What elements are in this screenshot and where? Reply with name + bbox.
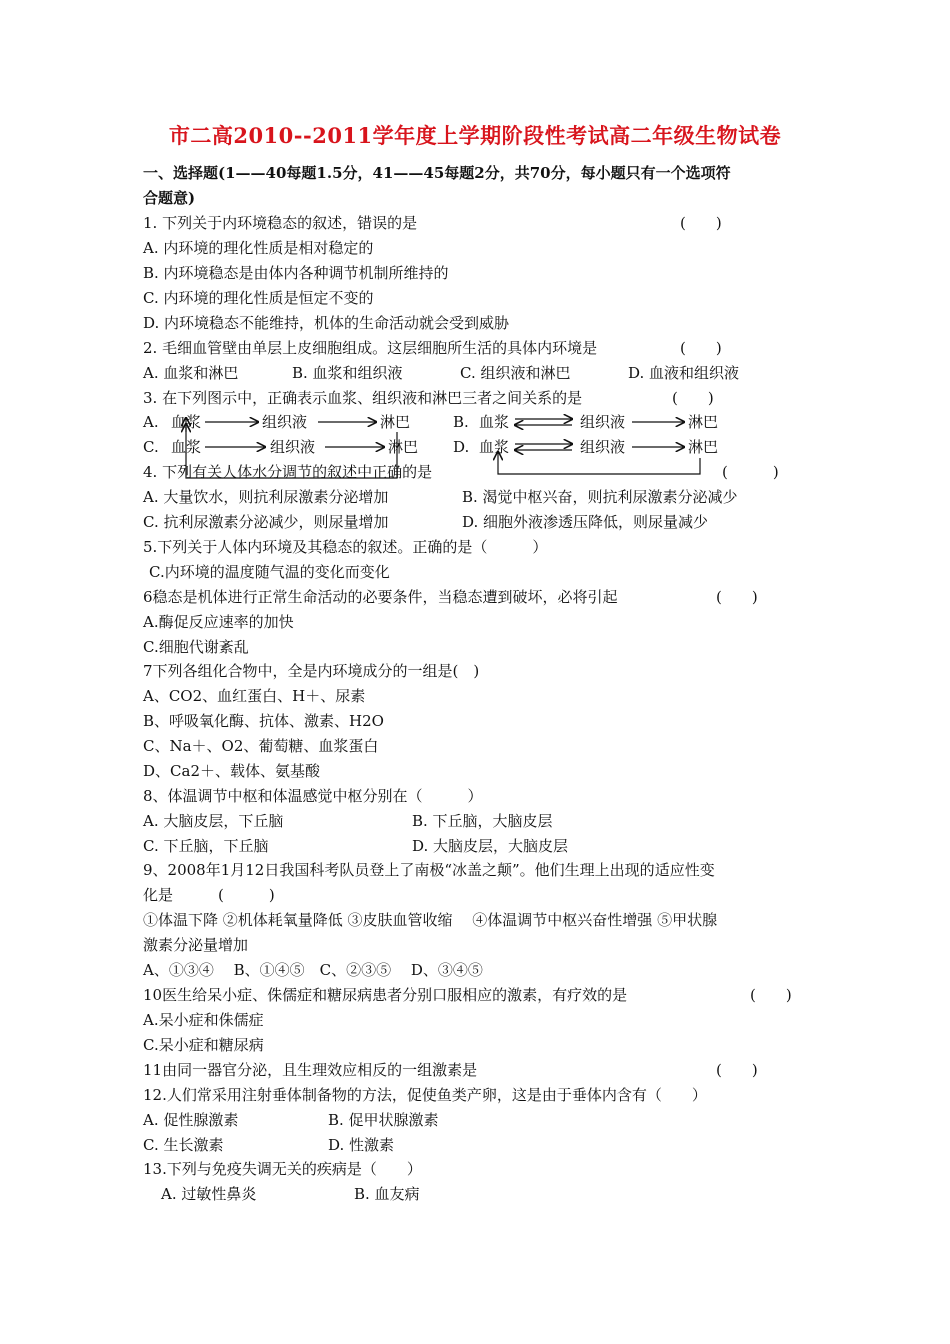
q4-option-d: D. 细胞外液渗透压降低，则尿量减少 [462, 513, 709, 531]
q12-option-a: A. 促性腺激素 [143, 1111, 239, 1129]
q4-option-b: B. 渴觉中枢兴奋，则抗利尿激素分泌减少 [462, 488, 738, 506]
q6-option-a: A.酶促反应速率的加快 [143, 613, 294, 631]
q9-items-line2: 激素分泌量增加 [143, 936, 249, 954]
q3-c-plasma-label: 血浆 [171, 438, 202, 456]
q3-d-lymph-label: 淋巴 [688, 438, 719, 456]
q3-d-plasma-label: 血浆 [479, 438, 510, 456]
q9-items-line1: ①体温下降 ②机体耗氧量降低 ③皮肤血管收缩 ④体温调节中枢兴奋性增强 ⑤甲状腺 [143, 911, 718, 929]
q4-option-c: C. 抗利尿激素分泌减少，则尿量增加 [143, 513, 389, 531]
q11-answer-paren: ( ) [716, 1061, 758, 1079]
q8-option-d: D. 大脑皮层，大脑皮层 [412, 837, 569, 855]
q6-answer-paren: ( ) [716, 588, 758, 606]
q2-stem: 2. 毛细血管壁由单层上皮细胞组成。这层细胞所生活的具体内环境是 [143, 339, 598, 357]
q3-a-lymph-label: 淋巴 [380, 413, 411, 431]
q12-option-c: C. 生长激素 [143, 1136, 224, 1154]
q3-a-tissue-label: 组织液 [262, 413, 308, 431]
q7-stem: 7下列各组化合物中，全是内环境成分的一组是( ) [143, 662, 480, 680]
exam-title: 市二高2010--2011学年度上学期阶段性考试高二年级生物试卷 [168, 123, 782, 148]
q3-c-lymph-label: 淋巴 [388, 438, 419, 456]
q10-option-c: C.呆小症和糖尿病 [143, 1036, 264, 1054]
q7-option-d: D、Ca2＋、载体、氨基酸 [143, 762, 320, 780]
section-heading-line2: 合题意) [143, 189, 196, 207]
q8-option-b: B. 下丘脑，大脑皮层 [412, 812, 553, 830]
q3-a-plasma-label: 血浆 [171, 413, 202, 431]
q2-answer-paren: ( ) [680, 339, 722, 357]
q2-option-c: C. 组织液和淋巴 [460, 364, 571, 382]
q11-stem: 11由同一器官分泌，且生理效应相反的一组激素是 [143, 1061, 478, 1079]
q3-b-tissue-label: 组织液 [580, 413, 626, 431]
q3-d-arrow-lymph-to-plasma [498, 452, 700, 474]
q10-option-a: A.呆小症和侏儒症 [143, 1011, 264, 1029]
q3-relationship-diagrams [0, 0, 950, 520]
q3-option-b-letter: B. [453, 413, 469, 431]
q1-option-b: B. 内环境稳态是由体内各种调节机制所维持的 [143, 264, 449, 282]
q1-stem: 1. 下列关于内环境稳态的叙述，错误的是 [143, 214, 418, 232]
q7-option-c: C、Na＋、O2、葡萄糖、血浆蛋白 [143, 737, 379, 755]
q2-option-a: A. 血浆和淋巴 [143, 364, 239, 382]
section-heading-line1: 一、选择题(1——40每题1.5分，41——45每题2分，共70分，每小题只有一个选项符 [143, 164, 731, 182]
q2-option-b: B. 血浆和组织液 [292, 364, 403, 382]
q3-b-plasma-label: 血浆 [479, 413, 510, 431]
q13-option-b: B. 血友病 [354, 1185, 420, 1203]
q3-stem: 3. 在下列图示中，正确表示血浆、组织液和淋巴三者之间关系的是 [143, 389, 583, 407]
q5-stem: 5.下列关于人体内环境及其稳态的叙述。正确的是（ ） [143, 538, 548, 556]
q3-c-tissue-label: 组织液 [270, 438, 316, 456]
q8-stem: 8、体温调节中枢和体温感觉中枢分别在（ ） [143, 787, 483, 805]
q6-option-c: C.细胞代谢紊乱 [143, 638, 249, 656]
q5-option-c: C.内环境的温度随气温的变化而变化 [149, 563, 390, 581]
q1-option-a: A. 内环境的理化性质是相对稳定的 [143, 239, 374, 257]
q10-answer-paren: ( ) [750, 986, 792, 1004]
q6-stem: 6稳态是机体进行正常生命活动的必要条件，当稳态遭到破坏，必将引起 [143, 588, 618, 606]
q2-option-d: D. 血液和组织液 [628, 364, 740, 382]
q4-option-a: A. 大量饮水，则抗利尿激素分泌增加 [143, 488, 389, 506]
q8-option-c: C. 下丘脑，下丘脑 [143, 837, 269, 855]
q12-option-d: D. 性激素 [328, 1136, 395, 1154]
q9-stem-line1: 9、2008年1月12日我国科考队员登上了南极“冰盖之颠”。他们生理上出现的适应性变 [143, 861, 715, 879]
q13-option-a: A. 过敏性鼻炎 [161, 1185, 257, 1203]
q1-answer-paren: ( ) [680, 214, 722, 232]
q3-d-tissue-label: 组织液 [580, 438, 626, 456]
q8-option-a: A. 大脑皮层，下丘脑 [143, 812, 284, 830]
q4-answer-paren: ( ) [722, 463, 779, 481]
q12-option-b: B. 促甲状腺激素 [328, 1111, 439, 1129]
q7-option-b: B、呼吸氧化酶、抗体、激素、H2O [143, 712, 384, 730]
q3-option-c-letter: C. [143, 438, 159, 456]
q10-stem: 10医生给呆小症、侏儒症和糖尿病患者分别口服相应的激素，有疗效的是 [143, 986, 628, 1004]
q3-answer-paren: ( ) [672, 389, 714, 407]
q3-option-d-letter: D. [453, 438, 470, 456]
q3-option-a-letter: A. [143, 413, 159, 431]
q7-option-a: A、CO2、血红蛋白、H＋、尿素 [143, 687, 366, 705]
q1-option-d: D. 内环境稳态不能维持，机体的生命活动就会受到威胁 [143, 314, 510, 332]
q1-option-c: C. 内环境的理化性质是恒定不变的 [143, 289, 374, 307]
q13-stem: 13.下列与免疫失调无关的疾病是（ ） [143, 1160, 422, 1178]
q9-stem-line2: 化是 ( ) [143, 886, 275, 904]
q4-stem: 4. 下列有关人体水分调节的叙述中正确的是 [143, 463, 433, 481]
q3-b-lymph-label: 淋巴 [688, 413, 719, 431]
q12-stem: 12.人们常采用注射垂体制备物的方法，促使鱼类产卵，这是由于垂体内含有（ ） [143, 1086, 707, 1104]
q9-options: A、①③④ B、①④⑤ C、②③⑤ D、③④⑤ [143, 961, 483, 979]
